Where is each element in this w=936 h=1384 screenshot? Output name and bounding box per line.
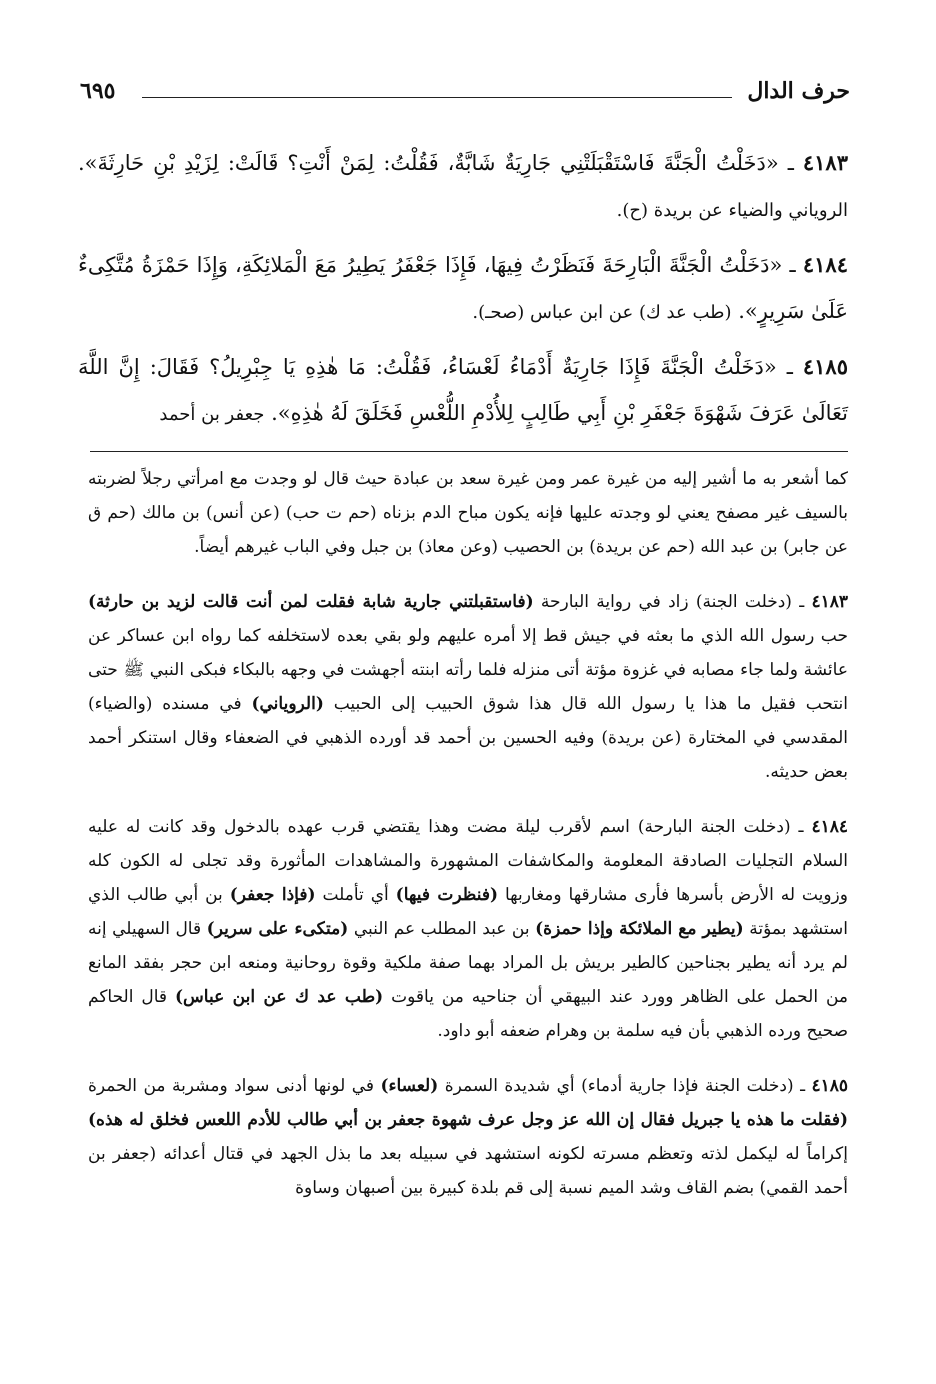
commentary-text: بن عبد المطلب عم النبي [353, 919, 530, 939]
commentary-4183: ٤١٨٣ ـ (دخلت الجنة) زاد في رواية البارحة (فاستقبلتني جارية شابة فقلت لمن أنت قالت لزيد بن حارثة) حب رسول الله الذي ما بعثه في جيش قط إلا أمره عليهم ولو بقي بعده لاستخلفه كما رواه ابن عساكر عن عائشة ولما جاء مصابه في غزوة مؤتة أتى منزله فلما رأته ابنته أجهشت في وجهه بالبكاء فبكى النبي ﷺ حتى انتحب فقيل ما هذا يا رسول الله قال هذا شوق الحبيب إلى الحبيب (الروياني) في مسنده (والضياء) المقدسي في المختارة (عن بريدة) وفيه الحسين بن أحمد قد أورده الذهبي في الضعفاء وقال استنكر أحمد بعض حديثه. [88, 592, 848, 782]
commentary-lead: (جعفر بن أحمد القمي) [88, 1144, 848, 1198]
commentary-number: ٤١٨٤ [811, 817, 849, 837]
commentary-quote: (فإذا جعفر) [229, 885, 316, 905]
hadith-matn: «دَخَلْتُ الْجَنَّةَ الْبَارِحَةَ فَنَظَرْتُ فِيهَا، فَإِذَا جَعْفَرُ يَطِيرُ مَعَ الْمَلائِكَةِ، وَإِذَا حَمْزَةُ مُتَّكِىءٌ عَلَىٰ سَرِيرٍ». [78, 253, 848, 323]
commentary-text: اسم لأقرب ليلة مضت وهذا يقتضي قرب عهده بالدخول وقد كانت له عليه السلام التجليات الصادقة المعلومة والمكاشفات المشهورة والمشاهدات المأثورة وقد تجلى له الكون كله وزويت له الأرض بأسرها فأرى مشارقها ومغاربها [88, 817, 848, 905]
commentary-text: حب رسول الله الذي ما بعثه في جيش قط إلا أمره عليهم ولو بقي بعده لاستخلفه كما رواه ابن عساكر عن عائشة ولما جاء مصابه في غزوة مؤتة أتى منزله فلما رأته ابنته أجهشت في وجهه بالبكاء فبكى النبي ﷺ حتى انتحب فقيل ما هذا يا رسول الله قال هذا شوق الحبيب إلى الحبيب [88, 626, 848, 714]
hadith-source: (طب عد ك) عن ابن عباس (صحـ). [472, 302, 732, 323]
commentary-quote: (فنظرت فيها) [395, 885, 499, 905]
commentary-text: بن أبي طالب الذي استشهد بمؤتة [88, 885, 848, 939]
hadith-number: ٤١٨٥ [802, 354, 848, 379]
commentary [88, 462, 848, 1226]
commentary-intro: كما أشعر به ما أشير إليه من غيرة عمر ومن غيرة سعد بن عبادة حيث قال لو وجدت مع امرأتي رجلاً لضربته بالسيف غير مصفح يعني لو وجدته عليها فإنه يكون مباح الدم بزناه (حم ت حب) (عن أنس) بن مالك (حم ق عن جابر) بن عبد الله (حم عن بريدة) بن الحصيب (وعن معاذ) بن جبل وفي الباب غيرهم أيضاً. [88, 469, 848, 557]
hadith-source: جعفر بن أحمد [159, 404, 265, 425]
commentary-number: ٤١٨٣ [811, 592, 848, 612]
commentary-quote: (يطير مع الملائكة وإذا حمزة) [535, 919, 744, 939]
commentary-text: بضم القاف وشد الميم نسبة إلى قم بلدة كبيرة بين أصبهان وساوة [295, 1178, 755, 1198]
hadith-matn: «دَخَلْتُ الْجَنَّةَ فَإِذَا جَارِيَةٌ أَدْمَاءُ لَعْسَاءُ، فَقُلْتُ: مَا هٰذِهِ يَا جِبْرِيلُ؟ فَقَالَ: إِنَّ اللَّهَ تَعَالَىٰ عَرَفَ شَهْوَةَ جَعْفَرِ بْنِ أَبِي طَالِبٍ لِلأُدْمِ اللُّعْسِ فَخَلَقَ لَهُ هٰذِهِ». [78, 355, 848, 425]
hadith-4185: ٤١٨٥ ـ «دَخَلْتُ الْجَنَّةَ فَإِذَا جَارِيَةٌ أَدْمَاءُ لَعْسَاءُ، فَقُلْتُ: مَا هٰذِهِ يَا جِبْرِيلُ؟ فَقَالَ: إِنَّ اللَّهَ تَعَالَىٰ عَرَفَ شَهْوَةَ جَعْفَرِ بْنِ أَبِي طَالِبٍ لِلأُدْمِ اللُّعْسِ فَخَلَقَ لَهُ هٰذِهِ». جعفر بن أحمد [78, 354, 848, 425]
hadith-number: ٤١٨٤ [802, 252, 848, 277]
commentary-lead: (دخلت الجنة البارحة) [637, 817, 791, 837]
commentary-4185: ٤١٨٥ ـ (دخلت الجنة فإذا جارية أدماء) أي شديدة السمرة (لعساء) في لونها أدنى سواد ومشربة من الحمرة (فقلت ما هذه يا جبريل فقال إن الله عز وجل عرف شهوة جعفر بن أبي طالب للأدم اللعس فخلق له هذه) إكراماً له ليكمل لذته وتعظم مسرته لكونه استشهد في سبيله بعد ما بذل الجهد في قتال أعدائه (جعفر بن أحمد القمي) بضم القاف وشد الميم نسبة إلى قم بلدة كبيرة بين أصبهان وساوة [88, 1076, 849, 1198]
commentary-4184: ٤١٨٤ ـ (دخلت الجنة البارحة) اسم لأقرب ليلة مضت وهذا يقتضي قرب عهده بالدخول وقد كانت له عليه السلام التجليات الصادقة المعلومة والمكاشفات المشهورة والمشاهدات المأثورة وقد تجلى له الكون كله وزويت له الأرض بأسرها فأرى مشارقها ومغاربها (فنظرت فيها) أي تأملت (فإذا جعفر) بن أبي طالب الذي استشهد بمؤتة (يطير مع الملائكة وإذا حمزة) بن عبد المطلب عم النبي (متكىء على سرير) قال السهيلي إنه لم يرد أنه يطير بجناحين كالطير بريش بل المراد بهما صفة ملكية وقوة روحانية ومنعه ابن حجر بفقد المانع من الحمل على الظاهر وورد عند البيهقي أن جناحيه من ياقوت (طب عد ك عن ابن عباس) قال الحاكم صحيح ورده الذهبي بأن فيه سلمة بن وهرام ضعفه أبو داود. [88, 817, 849, 1041]
commentary-quote: (متكىء على سرير) [206, 919, 349, 939]
commentary-quote: (طب عد ك عن ابن عباس) [174, 987, 384, 1007]
page-header [80, 78, 850, 108]
chapter-title: حرف الدال [747, 78, 850, 104]
hadith-source: الروياني والضياء عن بريدة (ح). [616, 200, 848, 221]
commentary-text: في مسنده (والضياء) المقدسي في المختارة (عن بريدة) وفيه الحسين بن أحمد قد أورده الذهبي في الضعفاء وقال استنكر أحمد بعض حديثه. [88, 694, 848, 782]
commentary-quote: (فاستقبلتني جارية شابة فقلت لمن أنت قالت لزيد بن حارثة) [88, 592, 534, 612]
commentary-text: أي شديدة السمرة [444, 1076, 575, 1096]
commentary-number: ٤١٨٥ [811, 1076, 849, 1096]
header-rule [142, 97, 732, 98]
commentary-text: أي تأملت [322, 885, 389, 905]
hadith-matn: «دَخَلْتُ الْجَنَّةَ فَاسْتَقْبَلَتْنِي جَارِيَةٌ شَابَّةٌ، فَقُلْتُ: لِمَنْ أَنْتِ؟ قَالَتْ: لِزَيْدِ بْنِ حَارِثَةَ». [78, 151, 779, 175]
commentary-text: قال السهيلي إنه لم يرد أنه يطير بجناحين كالطير بريش بل المراد بهما صفة ملكية وقوة روحانية ومنعه ابن حجر بفقد المانع من الحمل على الظاهر وورد عند البيهقي أن جناحيه من ياقوت [88, 919, 849, 1007]
commentary-text: في لونها أدنى سواد ومشربة من الحمرة [88, 1076, 374, 1096]
footnote-divider [90, 451, 848, 452]
hadith-4183: ٤١٨٣ ـ «دَخَلْتُ الْجَنَّةَ فَاسْتَقْبَلَتْنِي جَارِيَةٌ شَابَّةٌ، فَقُلْتُ: لِمَنْ أَنْتِ؟ قَالَتْ: لِزَيْدِ بْنِ حَارِثَةَ». الروياني والضياء عن بريدة (ح). [78, 150, 848, 221]
commentary-lead: (دخلت الجنة) زاد في رواية البارحة [540, 592, 792, 612]
hadith-text [78, 140, 848, 446]
commentary-quote: (الروياني) [251, 694, 324, 714]
commentary-quote: (فقلت ما هذه يا جبريل فقال إن الله عز وجل عرف شهوة جعفر بن أبي طالب للأدم اللعس فخلق له هذه) [88, 1110, 848, 1130]
page-number: ٦٩٥ [80, 78, 116, 104]
commentary-text: إكراماً له ليكمل لذته وتعظم مسرته لكونه استشهد في سبيله بعد ما بذل الجهد في قتال أعدائه [163, 1144, 848, 1164]
hadith-4184: ٤١٨٤ ـ «دَخَلْتُ الْجَنَّةَ الْبَارِحَةَ فَنَظَرْتُ فِيهَا، فَإِذَا جَعْفَرُ يَطِيرُ مَعَ الْمَلائِكَةِ، وَإِذَا حَمْزَةُ مُتَّكِىءٌ عَلَىٰ سَرِيرٍ». (طب عد ك) عن ابن عباس (صحـ). [78, 252, 848, 323]
hadith-number: ٤١٨٣ [802, 150, 848, 175]
commentary-text: قال الحاكم صحيح ورده الذهبي بأن فيه سلمة بن وهرام ضعفه أبو داود. [88, 987, 848, 1041]
commentary-lead: (دخلت الجنة فإذا جارية أدماء) [581, 1076, 794, 1096]
commentary-quote: (لعساء) [380, 1076, 439, 1096]
